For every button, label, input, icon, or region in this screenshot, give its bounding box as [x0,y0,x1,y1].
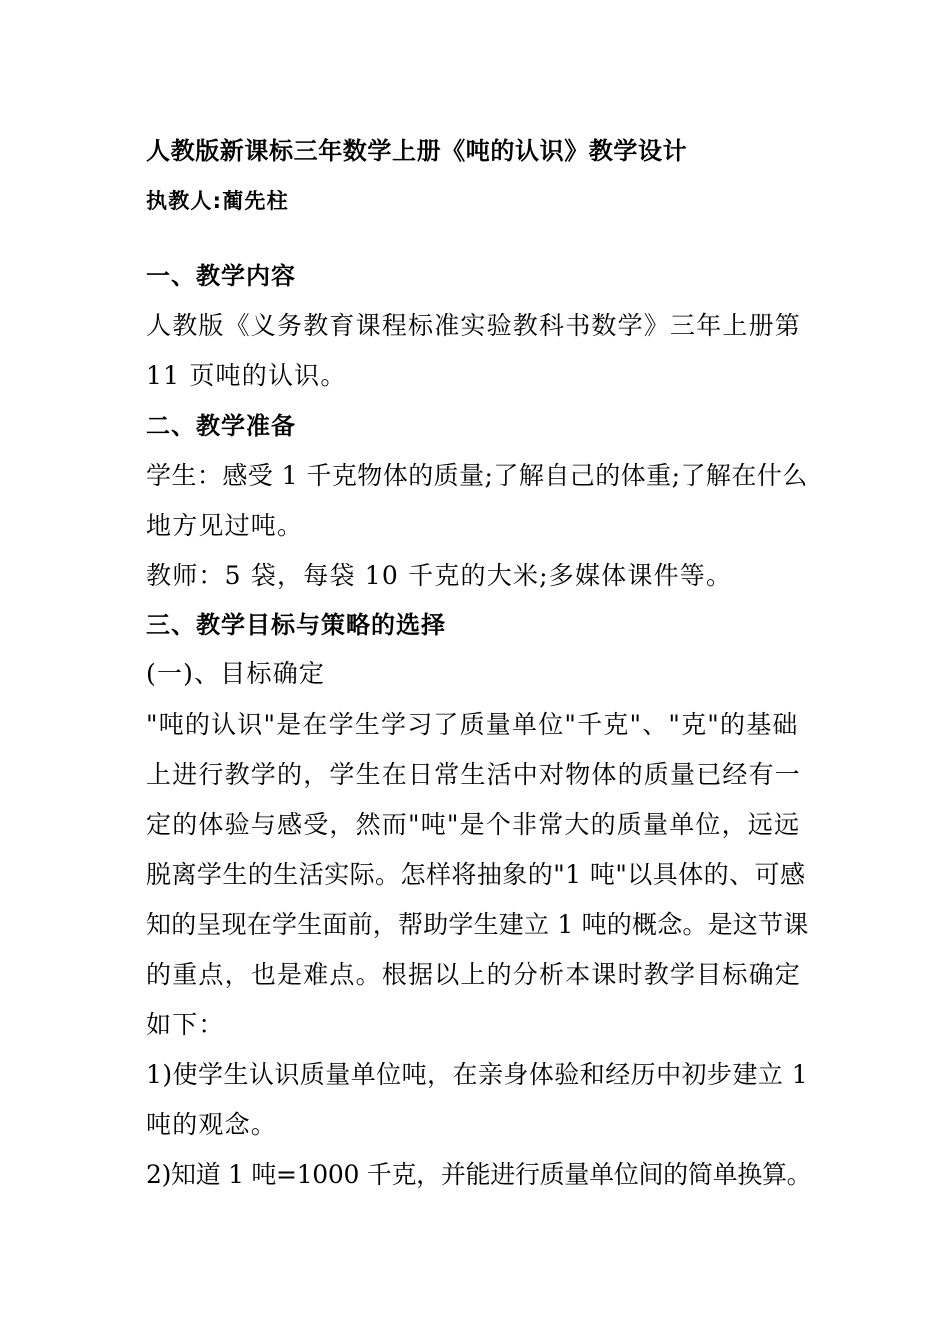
paragraph-line: 脱离学生的生活实际。怎样将抽象的"1 吨"以具体的、可感 [146,860,806,889]
section-heading-objectives: 三、教学目标与策略的选择 [146,611,446,639]
objective-item: 1)使学生认识质量单位吨，在亲身体验和经历中初步建立 1 [146,1060,809,1089]
objective-item: 2)知道 1 吨=1000 千克，并能进行质量单位间的简单换算。 [146,1160,812,1189]
paragraph-line: 定的体验与感受，然而"吨"是个非常大的质量单位，远远 [146,810,801,839]
document-title: 人教版新课标三年数学上册《吨的认识》教学设计 [146,137,688,165]
paragraph-line: 教师：5 袋，每袋 10 千克的大米;多媒体课件等。 [146,561,733,590]
paragraph-line: "吨的认识"是在学生学习了质量单位"千克"、"克"的基础 [146,710,799,739]
section-heading-content: 一、教学内容 [146,262,296,290]
subsection-heading: (一)、目标确定 [146,659,326,688]
section-heading-preparation: 二、教学准备 [146,412,296,440]
paragraph-line: 知的呈现在学生面前，帮助学生建立 1 吨的概念。是这节课 [146,910,809,939]
paragraph-line: 人教版《义务教育课程标准实验教科书数学》三年上册第 [146,311,802,340]
paragraph-line: 的重点，也是难点。根据以上的分析本课时教学目标确定 [146,960,802,989]
teacher-name: 执教人:蔺先柱 [146,189,289,213]
paragraph-line: 11 页吨的认识。 [146,361,347,390]
objective-item-continued: 吨的观念。 [146,1110,278,1139]
paragraph-line: 上进行教学的，学生在日常生活中对物体的质量已经有一 [146,760,802,789]
paragraph-line: 地方见过吨。 [146,511,304,540]
paragraph-line: 学生：感受 1 千克物体的质量;了解自己的体重;了解在什么 [146,461,808,490]
paragraph-line: 如下： [146,1010,225,1039]
